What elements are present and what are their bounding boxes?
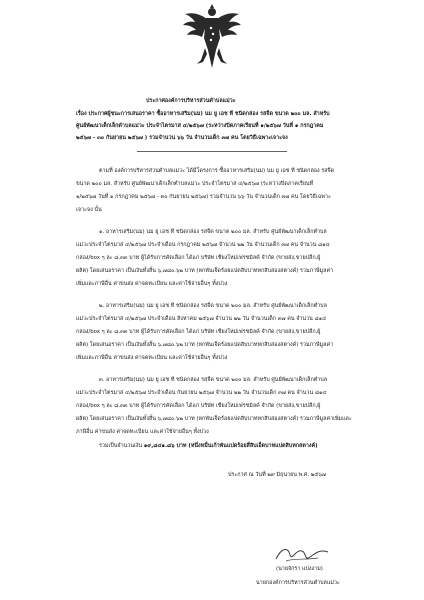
intro-line-3: ๑/๒๕๖๗ วันที่ ๑ กรกฎาคม ๒๕๖๗ - ๓๐ กันยายน ๒๕๖๗) รวมจำนวน ๖๖ วัน จำนวนเด็ก ๓๗ คน โดยวิธีเฉพาะ (76, 194, 331, 200)
total-line (99, 443, 318, 450)
subject-line-2: ศูนย์พัฒนาเด็กเล็กตำบลแม่วะ ประจำไตรมาส ๔/๒๕๖๗ (ระหว่างปิดภาคเรียนที่ ๑/๒๕๖๗ วันที่ ๑ กรกฎาคม (76, 123, 324, 129)
divider (137, 151, 287, 152)
item-2-line-5: เพิ่มและภาษีอื่น ค่าขนส่ง ค่าจดทะเบียน และค่าใช้จ่ายอื่นๆ ทั้งปวง (76, 355, 228, 361)
item-2-line-1: ๒. อาหารเสริม(นม) นม ยู เอช ที ชนิดกล่อง รสจืด ขนาด ๒๐๐ มล. สำหรับ ศูนย์พัฒนาเด็กเล็กตำบล (99, 303, 327, 309)
item-1-line-3: กล่อง/box ๆ ละ ๘.๓๓ บาท ผู้ได้รับการคัดเลือก ได้แก่ บริษัท เชียงใหม่เฟรชมิลค์ จำกัด (ขายส่ง,ขายปลีก,ผู้ (76, 255, 321, 261)
intro-line-1: ตามที่ องค์การบริหารส่วนตำบลแม่วะ ได้มีโครงการ ซื้ออาหารเสริม(นม) นม ยู เอช ที ชนิดกล่อง รสจืด (99, 168, 335, 174)
item-1-line-1: ๑. อาหารเสริม(นม) นม ยู เอช ที ชนิดกล่อง รสจืด ขนาด ๒๐๐ มล. สำหรับ ศูนย์พัฒนาเด็กเล็กตำบล (99, 229, 327, 235)
subject-line-1: เรื่อง ประกาศผู้ชนะการเสนอราคา ซื้ออาหารเสริม(นม) นม ยู เอช ที ชนิดกล่อง รสจืด ขนาด ๒๐๐ มล. สำหรับ (76, 111, 330, 117)
item-2-line-2: แม่วะประจำไตรมาส ๔/๒๕๖๗ ประจำเดือน สิงหาคม ๒๕๖๗ จำนวน ๒๒ วัน จำนวนเด็ก ๓๗ คน จำนวน ๘๑๔ (76, 316, 327, 322)
intro-line-4: เจาะจง นั้น (76, 207, 102, 213)
item-2-line-3: กล่อง/box ๆ ละ ๘.๓๓ บาท ผู้ได้รับการคัดเลือก ได้แก่ บริษัท เชียงใหม่เฟรชมิลค์ จำกัด (ขายส่ง,ขายปลีก,ผู้ (76, 329, 321, 335)
item-3-line-4: ผลิต) โดยเสนอราคา เป็นเงินทั้งสิ้น ๖,๗๘๐.๖๒ บาท (หกพันเจ็ดร้อยแปดสิบบาทหกสิบสองสตางค์) รวมภาษีมูลค่าเพิ่มและ (76, 416, 352, 422)
item-3-line-2: แม่วะประจำไตรมาส ๔/๒๕๖๗ ประจำเดือน กันยายน ๒๕๖๗ จำนวน ๒๒ วัน จำนวนเด็ก ๓๗ คน จำนวน ๘๑๔ (76, 390, 327, 396)
intro-line-2: ขนาด ๒๐๐ มล. สำหรับ ศูนย์พัฒนาเด็กเล็กตำบลแม่วะ ประจำไตรมาส ๔/๒๕๖๗ (ระหว่างปิดภาคเรียนที่ (76, 181, 314, 187)
total-amount: ๑๙,๘๔๑.๘๖ บาท (หนึ่งหมื่นเก้าพันแปดร้อยสี่สิบเอ็ดบาทแปดสิบหกสตางค์) (143, 443, 318, 449)
signatory-position: นายกองค์การบริหารส่วนตำบลแม่วะ (256, 580, 340, 586)
signatory-name: (นายจักรา แปงงาม) (276, 566, 323, 572)
item-1-line-2: แม่วะประจำไตรมาส ๔/๒๕๖๗ ประจำเดือน กรกฎาคม ๒๕๖๗ จำนวน ๒๒ วัน จำนวนเด็ก ๓๗ คน จำนวน ๘๑๔ (76, 242, 330, 248)
total-label: รวมเป็นจำนวนเงิน (99, 443, 144, 449)
subject-line-3: ๒๕๖๗ - ๓๐ กันยายน ๒๕๖๗ ) รวมจำนวน ๖๖ วัน จำนวนเด็ก ๓๗ คน โดยวิธีเฉพาะเจาะจง (76, 135, 288, 141)
item-3-line-3: กล่อง/box ๆ ละ ๘.๓๓ บาท ผู้ได้รับการคัดเลือก ได้แก่ บริษัท เชียงใหม่เฟรชมิลค์ จำกัด (ขายส่ง,ขายปลีก,ผู้ (76, 403, 321, 409)
item-3-line-5: ภาษีอื่น ค่าขนส่ง ค่าจดทะเบียน และค่าใช้จ่ายอื่นๆ ทั้งปวง (76, 429, 209, 435)
item-3-line-1: ๓. อาหารเสริม(นม) นม ยู เอช ที ชนิดกล่อง รสจืด ขนาด ๒๐๐ มล. สำหรับ ศูนย์พัฒนาเด็กเล็กตำบล (99, 377, 328, 383)
item-2-line-4: ผลิต) โดยเสนอราคา เป็นเงินทั้งสิ้น ๖,๗๘๐.๖๒ บาท (หกพันเจ็ดร้อยแปดสิบบาทหกสิบสองสตางค์) รวมภาษีมูลค่า (76, 342, 334, 348)
signature-image (272, 543, 334, 565)
item-1-line-5: เพิ่มและภาษีอื่น ค่าขนส่ง ค่าจดทะเบียน และค่าใช้จ่ายอื่นๆ ทั้งปวง (76, 281, 228, 287)
garuda-emblem-icon (181, 4, 243, 70)
document-title: ประกาศองค์การบริหารส่วนตำบลแม่วะ (146, 98, 236, 104)
item-1-line-4: ผลิต) โดยเสนอราคา เป็นเงินทั้งสิ้น ๖,๗๘๐.๖๒ บาท (หกพันเจ็ดร้อยแปดสิบบาทหกสิบสองสตางค์) รวมภาษีมูลค่า (76, 268, 334, 274)
announce-date: ประกาศ ณ วันที่ ๒๙ มิถุนายน พ.ศ. ๒๕๖๗ (228, 472, 326, 478)
